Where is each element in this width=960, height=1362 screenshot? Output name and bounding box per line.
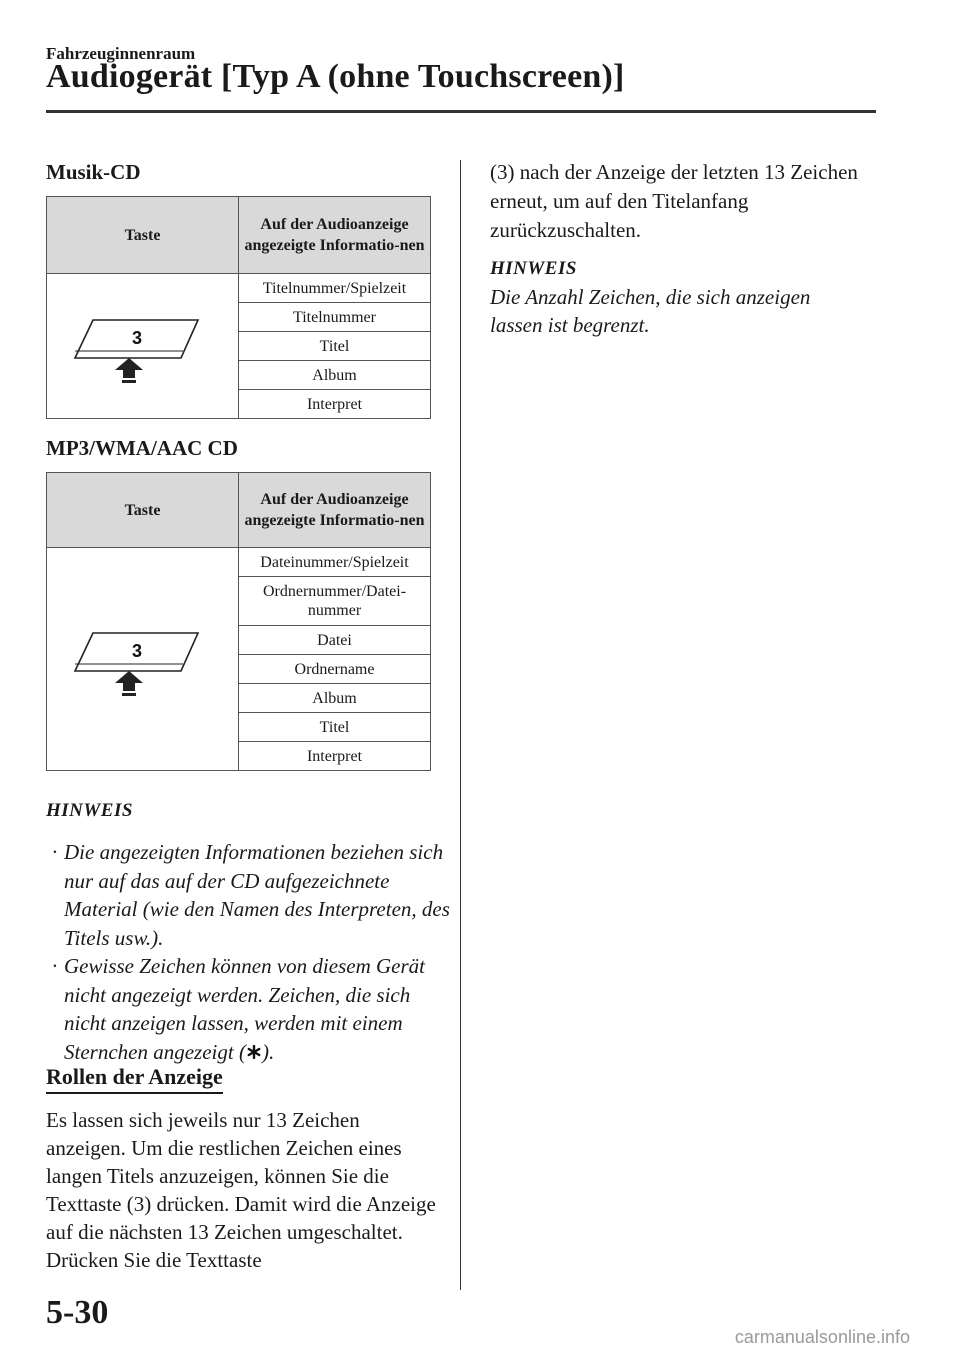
col-header-info: Auf der Audioanzeige angezeigte Informatio-nen: [239, 473, 431, 548]
rollen-paragraph: Es lassen sich jeweils nur 13 Zeichen anzeigen. Um die restlichen Zeichen eines langen Titels anzuzeigen, können Sie die Texttaste (3) drücken. Damit wird die Anzeige auf die nächsten 13 Zeichen umgeschaltet. Drücken Sie die Texttaste: [46, 1108, 436, 1272]
text-button-cell: [47, 548, 239, 771]
section-label: Fahrzeuginnenraum: [46, 44, 196, 63]
mp3-cd-table: [46, 472, 431, 771]
text-button-3-icon: [73, 619, 213, 699]
text-button-cell: [47, 274, 239, 419]
table-cell-info: Titelnummer: [239, 303, 431, 332]
column-divider: [460, 160, 461, 1290]
button-number: 3: [131, 641, 142, 661]
page-title: Audiogerät [Typ A (ohne Touchscreen)]: [46, 58, 625, 95]
table-cell-info: Interpret: [239, 742, 431, 771]
bullet-text: Die angezeigten Informationen beziehen sich nur auf das auf der CD aufgezeichnete Material (wie den Namen des Interpreten, des Titels usw.).: [64, 840, 450, 950]
bullet-text: Gewisse Zeichen können von diesem Gerät nicht angezeigt werden. Zeichen, die sich nicht anzeigen lassen, werden mit einem Sternchen angezeigt (: [64, 954, 425, 1064]
col-header-taste: Taste: [47, 197, 239, 274]
text-button-3-icon: [73, 306, 213, 386]
table-cell-info: Ordnername: [239, 655, 431, 684]
table-cell-info: Interpret: [239, 390, 431, 419]
table-cell-info: Album: [239, 361, 431, 390]
table-header-row: [47, 473, 431, 548]
table-cell-info: Titelnummer/Spielzeit: [239, 274, 431, 303]
rollen-heading: Rollen der Anzeige: [46, 1064, 223, 1094]
col-header-taste: Taste: [47, 473, 239, 548]
list-item: · Gewisse Zeichen können von diesem Gerät nicht angezeigt werden. Zeichen, die sich nicht anzeigen lassen, werden mit einem Sternchen angezeigt ( ).: [52, 954, 425, 1064]
note-heading: HINWEIS: [490, 258, 577, 279]
table-cell-info: Datei: [239, 626, 431, 655]
bullet-end-text: ).: [261, 1039, 275, 1064]
list-item: · Die angezeigten Informationen beziehen sich nur auf das auf der CD aufgezeichnete Material (wie den Namen des Interpreten, des Titels usw.).: [52, 840, 450, 950]
musik-cd-heading: Musik-CD: [46, 160, 141, 184]
note-text: Die Anzahl Zeichen, die sich anzeigen lassen ist begrenzt.: [490, 285, 811, 337]
note-heading: HINWEIS: [46, 800, 133, 821]
note-bullet-list: [46, 838, 456, 1066]
table-cell-info: Ordnernummer/Datei-nummer: [239, 577, 431, 626]
asterisk-icon: [247, 1045, 261, 1059]
title-rule: [46, 110, 876, 113]
button-number: 3: [131, 328, 142, 348]
table-cell-info: Album: [239, 684, 431, 713]
rollen-continuation: (3) nach der Anzeige der letzten 13 Zeichen erneut, um auf den Titelanfang zurückzuschalten.: [490, 160, 858, 242]
page-number: 5-30: [46, 1294, 109, 1331]
table-cell-info: Titel: [239, 332, 431, 361]
musik-cd-table: [46, 196, 431, 419]
watermark: carmanualsonline.info: [734, 1327, 910, 1347]
table-cell-info: Titel: [239, 713, 431, 742]
table-header-row: [47, 197, 431, 274]
table-cell-info: Dateinummer/Spielzeit: [239, 548, 431, 577]
col-header-info: Auf der Audioanzeige angezeigte Informatio-nen: [239, 197, 431, 274]
mp3-cd-heading: MP3/WMA/AAC CD: [46, 436, 238, 460]
